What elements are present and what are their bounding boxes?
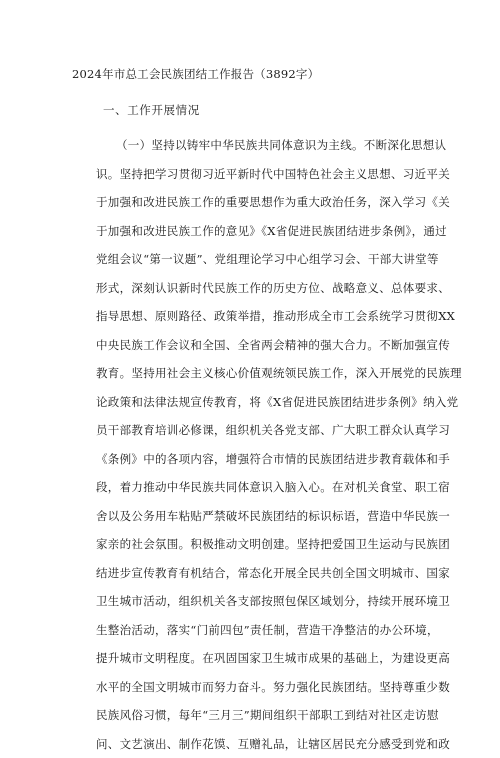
body-line: 员干部教育培训必修课，组织机关各党支部、广大职工群众认真学习	[96, 416, 412, 445]
body-line: 段，着力推动中华民族共同体意识入脑入心。在对机关食堂、职工宿	[96, 473, 412, 502]
body-line: 提升城市文明程度。在巩固国家卫生城市成果的基础上，为建设更高	[96, 644, 412, 673]
body-line: 民族风俗习惯，每年“三月三”期间组织干部职工到结对社区走访慰	[96, 701, 412, 730]
body-line: 教育。坚持用社会主义核心价值观统领民族工作，深入开展党的民族理	[96, 359, 412, 388]
body-line: 结进步宣传教育有机结合，常态化开展全民共创全国文明城市、国家	[96, 559, 412, 588]
body-line: 卫生城市活动，组织机关各支部按照包保区域划分，持续开展环境卫	[96, 587, 412, 616]
body-line: 形式，深刻认识新时代民族工作的历史方位、战略意义、总体要求、	[96, 274, 412, 303]
body-line: （一）坚持以铸牢中华民族共同体意识为主线。不断深化思想认	[96, 131, 412, 160]
body-text	[96, 131, 412, 758]
document-title: 2024年市总工会民族团结工作报告（3892字）	[72, 66, 319, 82]
body-line: 舍以及公务用车粘贴严禁破坏民族团结的标识标语，营造中华民族一	[96, 502, 412, 531]
body-line: 问、文艺演出、制作花馍、互赠礼品，让辖区居民充分感受到党和政	[96, 730, 412, 758]
body-line: 水平的全国文明城市而努力奋斗。努力强化民族团结。坚持尊重少数	[96, 673, 412, 702]
body-line: 生整治活动，落实“门前四包”责任制，营造干净整洁的办公环境，	[96, 616, 412, 645]
body-line: 党组会议“第一议题”、党组理论学习中心组学习会、干部大讲堂等	[96, 245, 412, 274]
body-line: 识。坚持把学习贯彻习近平新时代中国特色社会主义思想、习近平关	[96, 160, 412, 189]
body-line: 论政策和法律法规宣传教育，将《X省促进民族团结进步条例》纳入党	[96, 388, 412, 417]
body-line: 于加强和改进民族工作的意见》《X省促进民族团结进步条例》，通过	[96, 217, 412, 246]
body-line: 于加强和改进民族工作的重要思想作为重大政治任务，深入学习《关	[96, 188, 412, 217]
section-heading: 一、工作开展情况	[103, 102, 200, 118]
body-line: 《条例》中的各项内容，增强符合市情的民族团结进步教育载体和手	[96, 445, 412, 474]
body-line: 家亲的社会氛围。积极推动文明创建。坚持把爱国卫生运动与民族团	[96, 530, 412, 559]
body-line: 中央民族工作会议和全国、全省两会精神的强大合力。不断加强宣传	[96, 331, 412, 360]
body-line: 指导思想、原则路径、政策举措，推动形成全市工会系统学习贯彻XX	[96, 302, 412, 331]
